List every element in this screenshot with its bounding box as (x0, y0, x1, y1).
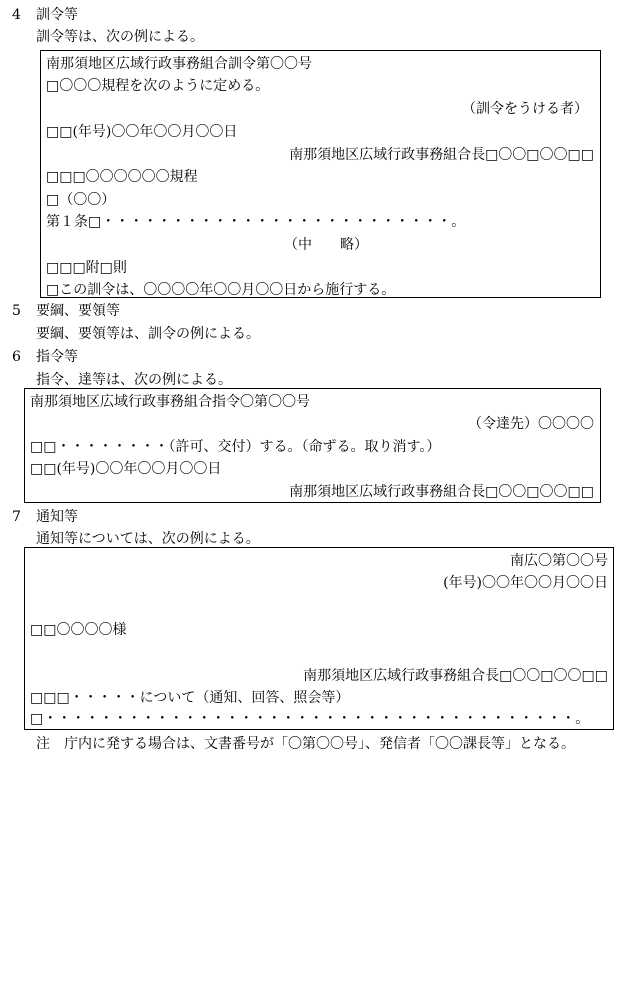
shirei-number: 南那須地区広域行政事務組合指令〇第〇〇号 (30, 394, 310, 410)
section-5-number: 5 (12, 303, 21, 319)
kunrei-regulation-title: □□□〇〇〇〇〇〇規程 (46, 169, 198, 185)
section-6-intro: 指令、達等は、次の例による。 (36, 372, 232, 388)
section-5-title: 要綱、要領等 (36, 303, 120, 319)
tsuchi-body: □・・・・・・・・・・・・・・・・・・・・・・・・・・・・・・・・・・・・・・。 (30, 711, 590, 727)
section-6-number: 6 (12, 349, 21, 365)
kunrei-number: 南那須地区広域行政事務組合訓令第〇〇号 (46, 56, 312, 72)
section-5-intro: 要綱、要領等は、訓令の例による。 (36, 326, 260, 342)
tsuchi-subject: □□□・・・・・について（通知、回答、照会等） (30, 690, 350, 706)
shirei-recipient: （令達先）〇〇〇〇 (468, 416, 594, 432)
tsuchi-addressee: □□〇〇〇〇様 (30, 622, 127, 638)
tsuchi-number: 南広〇第〇〇号 (510, 553, 608, 569)
kunrei-preamble: □〇〇〇規程を次のように定める。 (46, 78, 270, 94)
shirei-date: □□(年号)〇〇年〇〇月〇〇日 (30, 461, 222, 477)
tsuchi-issuer: 南那須地区広域行政事務組合長□〇〇□〇〇□□ (303, 668, 608, 684)
section-7-note: 注 庁内に発する場合は、文書番号が「〇第〇〇号」、発信者「〇〇課長等」となる。 (36, 736, 575, 752)
shirei-issuer: 南那須地区広域行政事務組合長□〇〇□〇〇□□ (289, 484, 594, 500)
section-4-number: 4 (12, 7, 21, 23)
tsuchi-date: (年号)〇〇年〇〇月〇〇日 (443, 575, 608, 591)
kunrei-article-1: 第１条□・・・・・・・・・・・・・・・・・・・・・・・・・。 (46, 214, 466, 230)
kunrei-recipient: （訓令をうける者） (462, 101, 588, 117)
section-4-intro: 訓令等は、次の例による。 (36, 29, 204, 45)
kunrei-issuer: 南那須地区広域行政事務組合長□〇〇□〇〇□□ (289, 147, 594, 163)
kunrei-supplementary: □□□附□則 (46, 260, 127, 276)
kunrei-omitted: （中 略） (284, 237, 368, 253)
section-6-title: 指令等 (36, 349, 78, 365)
kunrei-enforcement: □この訓令は、〇〇〇〇年〇〇月〇〇日から施行する。 (46, 282, 396, 298)
kunrei-caption: □（〇〇） (46, 192, 116, 208)
kunrei-date: □□(年号)〇〇年〇〇月〇〇日 (46, 124, 238, 140)
section-7-intro: 通知等については、次の例による。 (36, 531, 260, 547)
shirei-body: □□・・・・・・・・（許可、交付）する。（命ずる。取り消す。） (30, 439, 441, 455)
section-4-title: 訓令等 (36, 7, 78, 23)
section-7-title: 通知等 (36, 509, 78, 525)
section-7-number: 7 (12, 509, 21, 525)
